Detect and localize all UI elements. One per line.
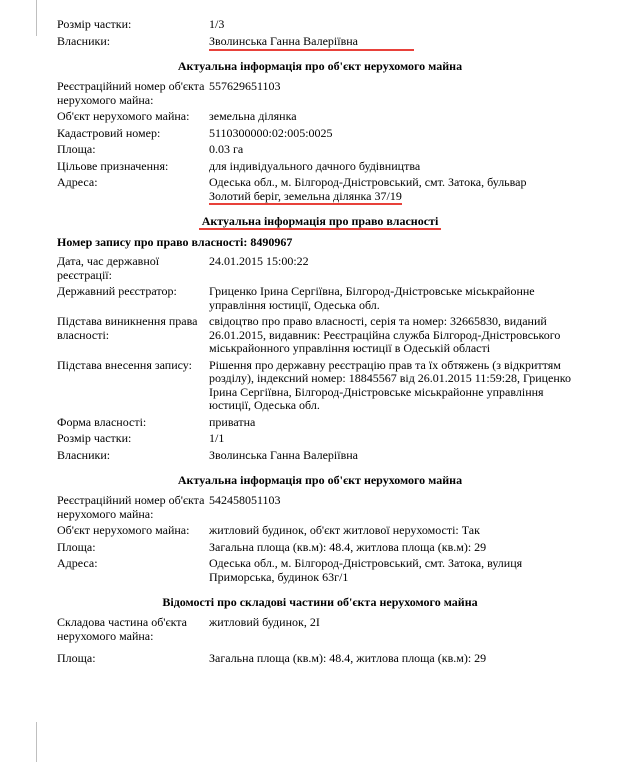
field-value xyxy=(209,176,583,203)
field-value: житловий будинок, 2І xyxy=(209,615,320,629)
section-heading xyxy=(57,595,583,609)
address-line-1: Одеська обл., м. Білгород-Дністровський, смт. Затока, бульвар xyxy=(209,175,527,189)
field-value: 1/1 xyxy=(209,431,225,445)
section-heading xyxy=(57,59,583,73)
section-heading-text: Актуальна інформація про об'єкт нерухомого майна xyxy=(177,473,463,487)
field-row xyxy=(57,35,583,49)
document-body xyxy=(57,18,583,666)
field-row xyxy=(57,432,583,446)
field-row xyxy=(57,557,583,584)
field-label: Об'єкт нерухомого майна: xyxy=(57,523,190,537)
field-row xyxy=(57,449,583,463)
field-row-address xyxy=(57,176,583,203)
field-value: свідоцтво про право власності, серія та номер: 32665830, виданий 26.01.2015, видавник: Реєстраційна служба Білгород-Дністровського міськрайонного управління юстиції в Одеській області xyxy=(209,314,561,355)
field-label: Власники: xyxy=(57,447,111,462)
field-row xyxy=(57,359,583,413)
field-value: Зволинська Ганна Валеріївна xyxy=(209,447,359,462)
field-row xyxy=(57,110,583,124)
field-row xyxy=(57,127,583,141)
field-value: 24.01.2015 15:00:22 xyxy=(209,254,309,268)
field-label: Розмір частки: xyxy=(57,17,132,31)
field-label: Цільове призначення: xyxy=(57,158,169,173)
field-row xyxy=(57,524,583,538)
field-row xyxy=(57,652,583,666)
field-row xyxy=(57,255,583,282)
field-value: Загальна площа (кв.м): 48.4, житлова площа (кв.м): 29 xyxy=(209,651,487,665)
field-value: Загальна площа (кв.м): 48.4, житлова площа (кв.м): 29 xyxy=(209,539,487,554)
field-value: 542458051103 xyxy=(209,493,281,507)
field-label: Адреса: xyxy=(57,175,98,189)
field-label: Площа: xyxy=(57,651,96,665)
section-heading xyxy=(57,214,583,228)
field-label: Реєстраційний номер об'єкта нерухомого майна: xyxy=(57,493,205,521)
field-value: Рішення про державну реєстрацію прав та їх обтяжень (з відкриттям розділу), індексний номер: 18845567 від 26.01.2015 11:59:28, Гриценко Ірина Сергіївна, Білгород-Дністровське міськрайонне управління юстиції, Одеська обл. xyxy=(209,357,572,412)
section-heading-text: Актуальна інформація про право власності xyxy=(201,214,439,228)
field-label: Підстава виникнення права власності: xyxy=(57,314,198,342)
field-value: для індивідуального дачного будівництва xyxy=(209,158,421,173)
field-row xyxy=(57,80,583,107)
field-label: Реєстраційний номер об'єкта нерухомого майна: xyxy=(57,79,205,107)
field-value: Одеська обл., м. Білгород-Дністровський, смт. Затока, вулиця Приморська, будинок 63г/1 xyxy=(209,556,523,584)
record-number: Номер запису про право власності: 8490967 xyxy=(57,235,293,249)
field-label: Державний реєстратор: xyxy=(57,284,177,298)
owner-name-highlighted: Зволинська Ганна Валеріївна xyxy=(209,33,359,48)
field-label: Площа: xyxy=(57,142,96,156)
field-label: Підстава внесення запису: xyxy=(57,357,192,372)
field-value: 1/3 xyxy=(209,17,225,31)
field-value: 5110300000:02:005:0025 xyxy=(209,125,333,140)
field-label: Об'єкт нерухомого майна: xyxy=(57,109,190,123)
field-row xyxy=(57,541,583,555)
section-heading-text: Відомості про складові частини об'єкта нерухомого майна xyxy=(162,595,478,609)
address-line-2-highlighted: Золотий беріг, земельна ділянка 37/19 xyxy=(209,188,402,203)
field-value: 0.03 га xyxy=(209,142,244,156)
field-row xyxy=(57,143,583,157)
field-label: Кадастровий номер: xyxy=(57,125,161,140)
field-value: Гриценко Ірина Сергіївна, Білгород-Дністровське міськрайонне управління юстиції, Одеська обл. xyxy=(209,284,535,312)
field-label: Власники: xyxy=(57,33,111,48)
field-value: приватна xyxy=(209,414,256,429)
section-heading-text: Актуальна інформація про об'єкт нерухомого майна xyxy=(177,59,463,73)
field-label: Адреса: xyxy=(57,556,98,570)
field-label: Площа: xyxy=(57,539,96,554)
field-value: 557629651103 xyxy=(209,79,281,93)
field-row xyxy=(57,315,583,356)
field-row xyxy=(57,494,583,521)
field-value: земельна ділянка xyxy=(209,109,297,123)
field-label: Дата, час державної реєстрації: xyxy=(57,254,160,282)
field-row xyxy=(57,160,583,174)
section-heading xyxy=(57,473,583,487)
field-row xyxy=(57,18,583,32)
field-row xyxy=(57,416,583,430)
field-value xyxy=(209,35,583,49)
page-left-rule xyxy=(36,0,37,36)
field-label: Розмір частки: xyxy=(57,431,132,445)
page-left-rule-2 xyxy=(36,722,37,762)
field-row xyxy=(57,285,583,312)
field-label: Форма власності: xyxy=(57,414,147,429)
field-row xyxy=(57,616,583,643)
field-value: житловий будинок, об'єкт житлової нерухомості: Так xyxy=(209,523,480,537)
field-label: Складова частина об'єкта нерухомого майна: xyxy=(57,615,187,643)
